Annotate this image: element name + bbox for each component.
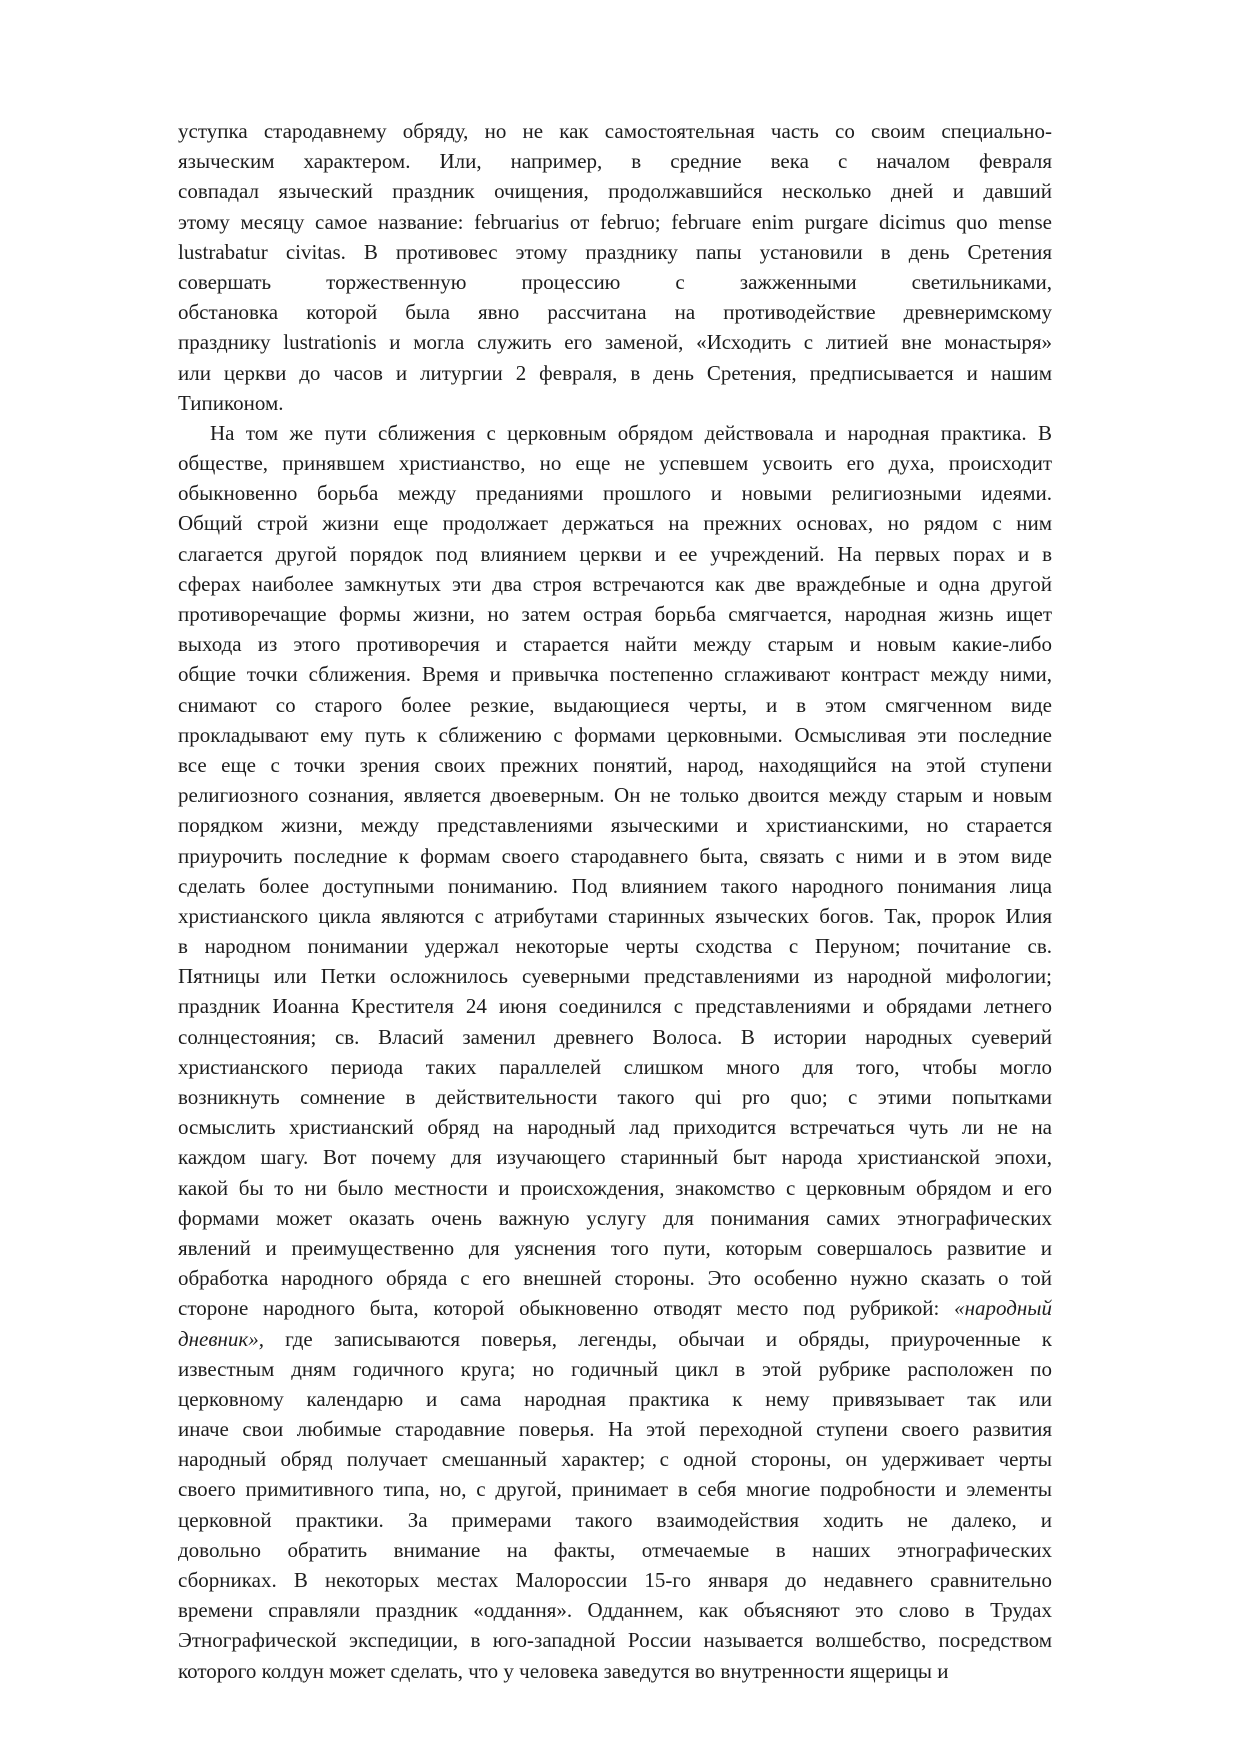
text-line: церковной практики. За примерами такого взаимодействия ходить не далеко, и	[178, 1507, 1052, 1532]
text-line: своего примитивного типа, но, с другой, принимает в себя многие подробности и элементы	[178, 1477, 1052, 1502]
text-line: какой бы то ни было местности и происхождения, знакомство с церковным обрядом и его	[178, 1175, 1052, 1200]
text-line: формами может оказать очень важную услугу для понимания самих этнографических	[178, 1205, 1052, 1230]
text-line: выхода из этого противоречия и старается найти между старым и новым какие-либо	[178, 632, 1052, 657]
text-line: обыкновенно борьба между преданиями прошлого и новыми религиозными идеями.	[178, 481, 1052, 506]
text-line: Типиконом.	[178, 390, 284, 415]
text-line: lustrabatur civitas. В противовес этому празднику папы установили в день Сретения	[178, 239, 1052, 264]
text-line: совпадал языческий праздник очищения, продолжавшийся несколько дней и давший	[178, 179, 1052, 204]
italic-phrase: дневник»,	[178, 1326, 264, 1351]
text-line: осмыслить христианский обряд на народный лад приходится встречаться чуть ли не на	[178, 1115, 1052, 1140]
paragraph	[178, 116, 1052, 418]
text-line: народный обряд получает смешанный характер; с одной стороны, он удерживает черты	[178, 1447, 1052, 1472]
text-line: противоречащие формы жизни, но затем острая борьба смягчается, народная жизнь ищет	[178, 602, 1052, 626]
text-block	[178, 116, 1052, 1686]
text-line: Этнографической экспедиции, в юго-западной России называется волшебство, посредством	[178, 1628, 1052, 1653]
text-line: этому месяцу самое название: februarius от februo; februare enim purgare dicimus quo mense	[178, 209, 1052, 234]
text-line: На том же пути сближения с церковным обрядом действовала и народная практика. В	[210, 420, 1052, 445]
text-line: известным дням годичного круга; но годичный цикл в этой рубрике расположен по	[178, 1356, 1052, 1381]
text-line: порядком жизни, между представлениями языческими и христианскими, но старается	[178, 813, 1052, 838]
text-segment: где записываются поверья, легенды, обычаи и обряды, приуроченные к	[263, 1326, 1052, 1351]
text-line: каждом шагу. Вот почему для изучающего старинный быт народа христианской эпохи,	[178, 1145, 1052, 1170]
text-line: христианского периода таких параллелей слишком много для того, чтобы могло	[178, 1054, 1052, 1079]
text-line: все еще с точки зрения своих прежних понятий, народ, находящийся на этой ступени	[178, 752, 1052, 777]
text-line: христианского цикла являются с атрибутами старинных языческих богов. Так, пророк Илия	[178, 903, 1052, 928]
text-line: приурочить последние к формам своего стародавнего быта, связать с ними и в этом виде	[178, 843, 1052, 868]
text-line: обстановка которой была явно рассчитана на противодействие древнеримскому	[178, 300, 1052, 325]
text-line: общие точки сближения. Время и привычка постепенно сглаживают контраст между ними,	[178, 662, 1052, 687]
text-line: возникнуть сомнение в действительности такого qui pro quo; с этими попытками	[178, 1085, 1052, 1109]
text-line: празднику lustrationis и могла служить его заменой, «Исходить с литией вне монастыря»	[178, 330, 1052, 355]
text-line: времени справляли праздник «оддання». Одданнем, как объясняют это слово в Трудах	[178, 1598, 1052, 1623]
text-line: религиозного сознания, является двоеверным. Он не только двоится между старым и новым	[178, 783, 1052, 808]
text-line: праздник Иоанна Крестителя 24 июня соединился с представлениями и обрядами летнего	[178, 994, 1052, 1019]
text-line: довольно обратить внимание на факты, отмечаемые в наших этнографических	[178, 1537, 1052, 1562]
text-line: обработка народного обряда с его внешней стороны. Это особенно нужно сказать о той	[178, 1266, 1052, 1291]
text-line: церковному календарю и сама народная практика к нему привязывает так или	[178, 1386, 1052, 1411]
text-line: Общий строй жизни еще продолжает держаться на прежних основах, но рядом с ним	[178, 511, 1052, 536]
text-line: сферах наиболее замкнутых эти два строя встречаются как две враждебные и одна другой	[178, 571, 1052, 596]
text-line: в народном понимании удержал некоторые черты сходства с Перуном; почитание св.	[178, 934, 1052, 959]
text-line: иначе свои любимые стародавние поверья. На этой переходной ступени своего развития	[178, 1417, 1052, 1442]
text-line: сборниках. В некоторых местах Малороссии 15-го января до недавнего сравнительно	[178, 1568, 1052, 1592]
paragraph	[178, 418, 1052, 1686]
text-line: уступка стародавнему обряду, но не как самостоятельная часть со своим специально-	[178, 119, 1052, 143]
text-line: прокладывают ему путь к сближению с формами церковными. Осмысливая эти последние	[178, 722, 1052, 747]
text-line: языческим характером. Или, например, в средние века с началом февраля	[178, 149, 1052, 174]
text-line: сделать более доступными пониманию. Под влиянием такого народного понимания лица	[178, 873, 1052, 898]
text-line: явлений и преимущественно для уяснения того пути, которым совершалось развитие и	[178, 1235, 1052, 1260]
italic-phrase: «народный	[954, 1296, 1052, 1321]
text-line: обществе, принявшем христианство, но еще не успевшем усвоить его духа, происходит	[178, 451, 1052, 476]
text-segment: стороне народного быта, которой обыкновенно отводят место под рубрикой:	[178, 1296, 955, 1321]
text-line	[178, 1324, 1052, 1354]
text-line: слагается другой порядок под влиянием церкви и ее учреждений. На первых порах и в	[178, 541, 1052, 566]
text-line: совершать торжественную процессию с зажженными светильниками,	[178, 269, 1052, 294]
text-line: или церкви до часов и литургии 2 февраля, в день Сретения, предписывается и нашим	[178, 360, 1052, 385]
text-line: солнцестояния; св. Власий заменил древнего Волоса. В истории народных суеверий	[178, 1024, 1052, 1049]
text-line: которого колдун может сделать, что у человека заведутся во внутренности ящерицы и	[178, 1658, 949, 1683]
text-line	[178, 1293, 1052, 1323]
text-line: снимают со старого более резкие, выдающиеся черты, и в этом смягченном виде	[178, 692, 1052, 717]
text-line: Пятницы или Петки осложнилось суеверными представлениями из народной мифологии;	[178, 964, 1052, 989]
